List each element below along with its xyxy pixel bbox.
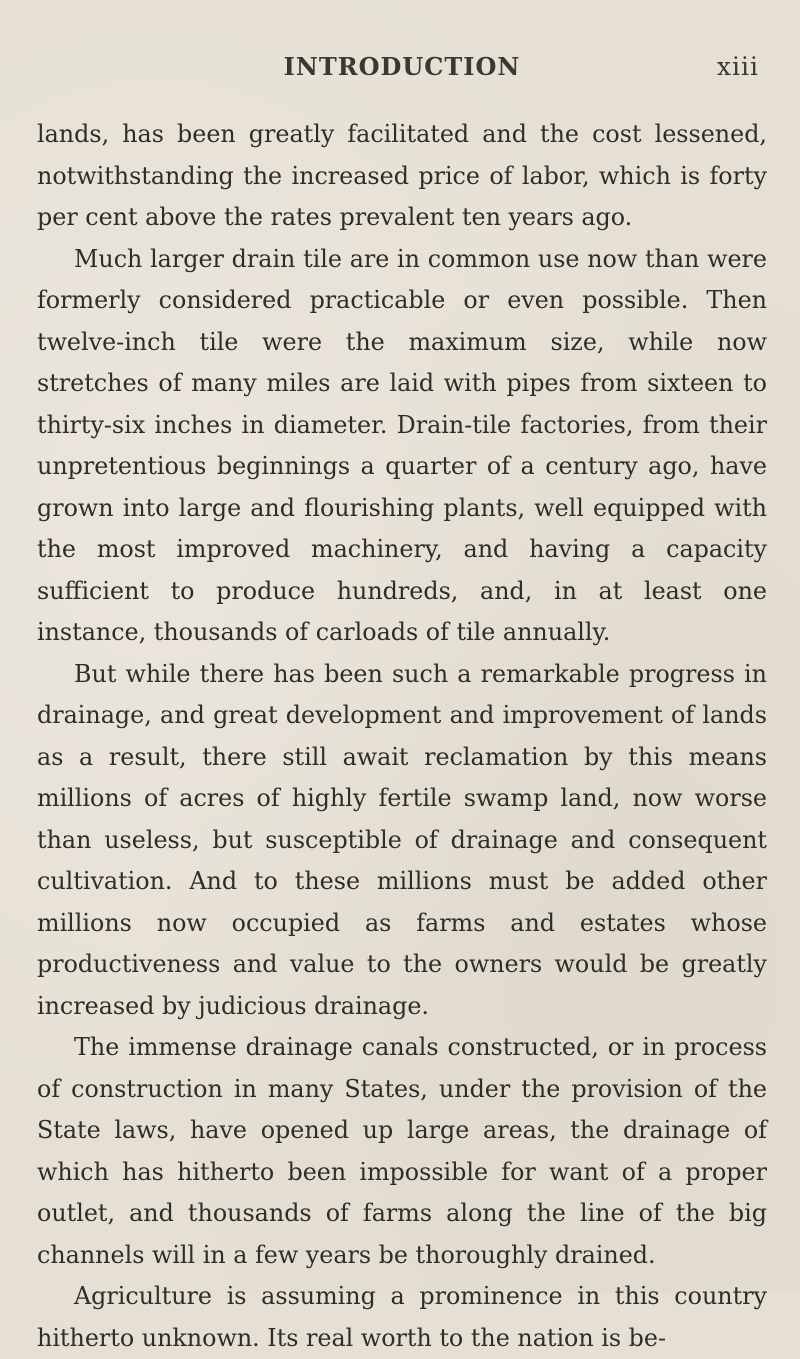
paragraph-drain-tile: Much larger drain tile are in common use now than were formerly considered practicable or even possible. Then twelve-inch tile were the maximum size, while now stretches of many miles are laid with pipes from sixteen to thirty-six inches in diameter. Drain-tile factories, from their unpretentious beginnings a quarter of a century ago, have grown into large and flourishing plants, well equipped with the most improved machinery, and having a capacity sufficient to produce hundreds, and, in at least one instance, thousands of carloads of tile annually. — [37, 244, 767, 646]
paragraph-drainage-canals: The immense drainage canals constructed, or in process of construction in many States, under the provision of the State laws, have opened up large areas, the drainage of which has hitherto been impossible for want of a proper outlet, and thousands of farms along the line of the big channels will in a few years be thoroughly drained. — [37, 1033, 767, 1269]
page-number: xiii — [716, 52, 759, 81]
running-title: INTRODUCTION — [283, 52, 521, 81]
paragraph-continued: lands, has been greatly facilitated and the cost lessened, notwithstanding the increased price of labor, which is forty per cent above the rates prevalent ten years ago. — [37, 120, 767, 231]
paragraph-reclamation: But while there has been such a remarkable progress in drainage, and great development and improvement of lands as a result, there still await reclamation by this means millions of acres of highly fertile swamp land, now worse than useless, but susceptible of drainage and consequent cultivation. And to these millions must be added other millions now occupied as farms and estates whose productiveness and value to the owners would be greatly increased by judicious drainage. — [37, 659, 767, 1020]
body-text — [37, 114, 767, 1359]
paragraph-agriculture: Agriculture is assuming a prominence in this country hitherto unknown. Its real worth to the nation is be- — [37, 1282, 767, 1352]
running-header — [37, 44, 767, 84]
